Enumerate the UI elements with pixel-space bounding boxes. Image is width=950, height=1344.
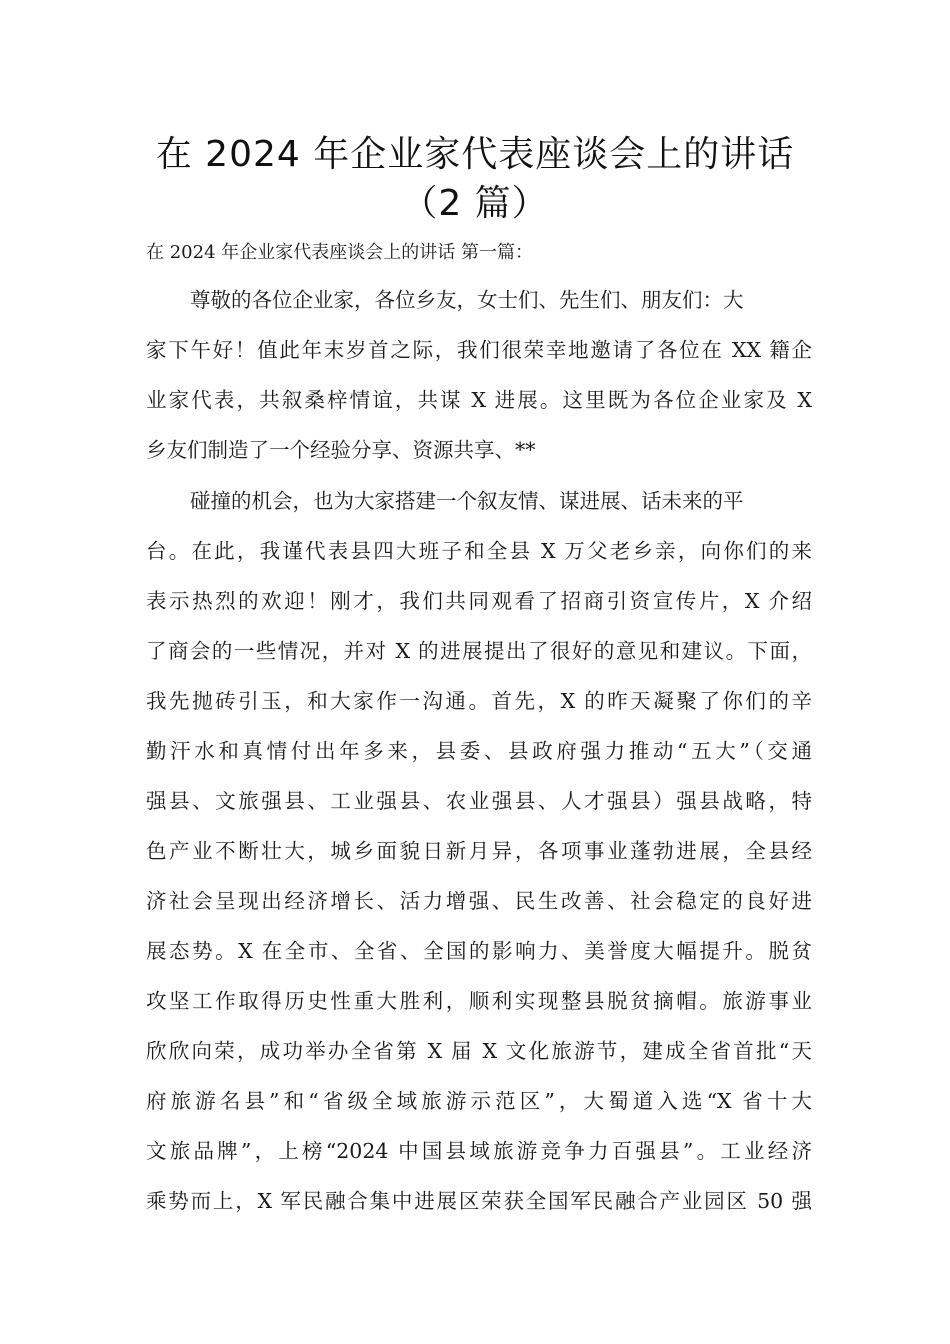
body-line: 家下午好！值此年末岁首之际，我们很荣幸地邀请了各位在 XX 籍企 — [146, 338, 812, 362]
body-line: 府旅游名县”和“省级全域旅游示范区”，大蜀道入选“X 省十大 — [146, 1089, 812, 1113]
body-line: 勤汗水和真情付出年多来，县委、县政府强力推动“五大”（交通 — [146, 739, 812, 763]
body-line: 济社会呈现出经济增长、活力增强、民生改善、社会稳定的良好进 — [146, 889, 812, 913]
body-line: 尊敬的各位企业家，各位乡友，女士们、先生们、朋友们：大 — [190, 288, 744, 312]
body-line: 色产业不断壮大，城乡面貌日新月异，各项事业蓬勃进展，全县经 — [146, 839, 812, 863]
body-line: 欣欣向荣，成功举办全省第 X 届 X 文化旅游节，建成全省首批“天 — [146, 1039, 812, 1063]
body-line: 乡友们制造了一个经验分享、资源共享、** — [146, 438, 536, 462]
body-line: 文旅品牌”，上榜“2024 中国县域旅游竞争力百强县”。工业经济 — [146, 1139, 812, 1163]
section-heading: 在 2024 年企业家代表座谈会上的讲话 第一篇： — [146, 242, 533, 263]
body-line: 台。在此，我谨代表县四大班子和全县 X 万父老乡亲，向你们的来 — [146, 539, 812, 563]
document-title-line-1: 在 2024 年企业家代表座谈会上的讲话 — [155, 134, 795, 175]
body-line: 展态势。X 在全市、全省、全国的影响力、美誉度大幅提升。脱贫 — [146, 939, 812, 963]
body-line: 了商会的一些情况，并对 X 的进展提出了很好的意见和建议。下面， — [146, 639, 812, 663]
body-line: 业家代表，共叙桑梓情谊，共谋 X 进展。这里既为各位企业家及 X — [146, 388, 812, 412]
body-line: 乘势而上，X 军民融合集中进展区荣获全国军民融合产业园区 50 强 — [146, 1189, 812, 1213]
body-line: 攻坚工作取得历史性重大胜利，顺利实现整县脱贫摘帽。旅游事业 — [146, 989, 812, 1013]
body-line: 碰撞的机会，也为大家搭建一个叙友情、谋进展、话未来的平 — [190, 489, 744, 513]
document-title-line-2: （2 篇） — [401, 183, 549, 224]
body-line: 我先抛砖引玉，和大家作一沟通。首先，X 的昨天凝聚了你们的辛 — [146, 689, 812, 713]
body-line: 强县、文旅强县、工业强县、农业强县、人才强县）强县战略，特 — [146, 789, 812, 813]
body-line: 表示热烈的欢迎！刚才，我们共同观看了招商引资宣传片，X 介绍 — [146, 589, 812, 613]
